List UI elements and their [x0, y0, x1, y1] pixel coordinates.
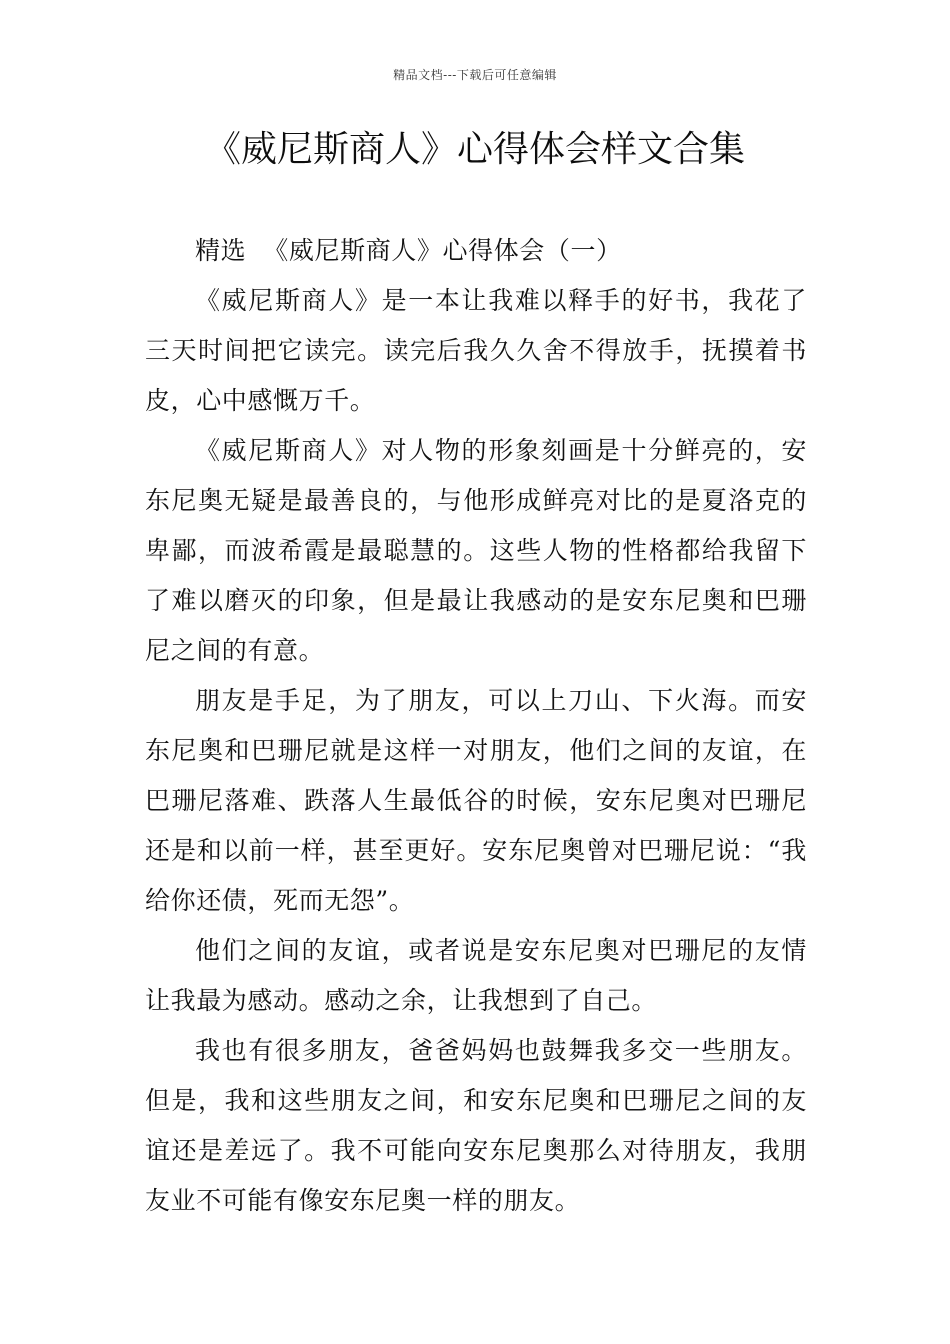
document-title: 《威尼斯商人》心得体会样文合集	[204, 129, 745, 170]
paragraph: 朋友是手足，为了朋友，可以上刀山、下火海。而安东尼奥和巴珊尼就是这样一对朋友，他们之间的友谊，在巴珊尼落难、跌落人生最低谷的时候，安东尼奥对巴珊尼还是和以前一样，甚至更好。安东尼奥曾对巴珊尼说：“我给你还债，死而无怨”。	[145, 686, 807, 915]
paragraph: 我也有很多朋友，爸爸妈妈也鼓舞我多交一些朋友。但是，我和这些朋友之间，和安东尼奥和巴珊尼之间的友谊还是差远了。我不可能向安东尼奥那么对待朋友，我朋友业不可能有像安东尼奥一样的朋友。	[145, 1036, 807, 1215]
paragraph: 《威尼斯商人》是一本让我难以释手的好书，我花了三天时间把它读完。读完后我久久舍不得放手，抚摸着书皮，心中感慨万千。	[145, 286, 807, 415]
header-note: 精品文档---下载后可任意编辑	[393, 68, 557, 82]
paragraph: 他们之间的友谊，或者说是安东尼奥对巴珊尼的友情让我最为感动。感动之余，让我想到了自己。	[145, 936, 807, 1015]
paragraph: 《威尼斯商人》对人物的形象刻画是十分鲜亮的，安东尼奥无疑是最善良的，与他形成鲜亮对比的是夏洛克的卑鄙，而波希霞是最聪慧的。这些人物的性格都给我留下了难以磨灭的印象，但是最让我感动的是安东尼奥和巴珊尼之间的有意。	[145, 436, 807, 665]
section-heading: 精选 《威尼斯商人》心得体会（一）	[195, 236, 622, 265]
document-body	[145, 226, 807, 1226]
